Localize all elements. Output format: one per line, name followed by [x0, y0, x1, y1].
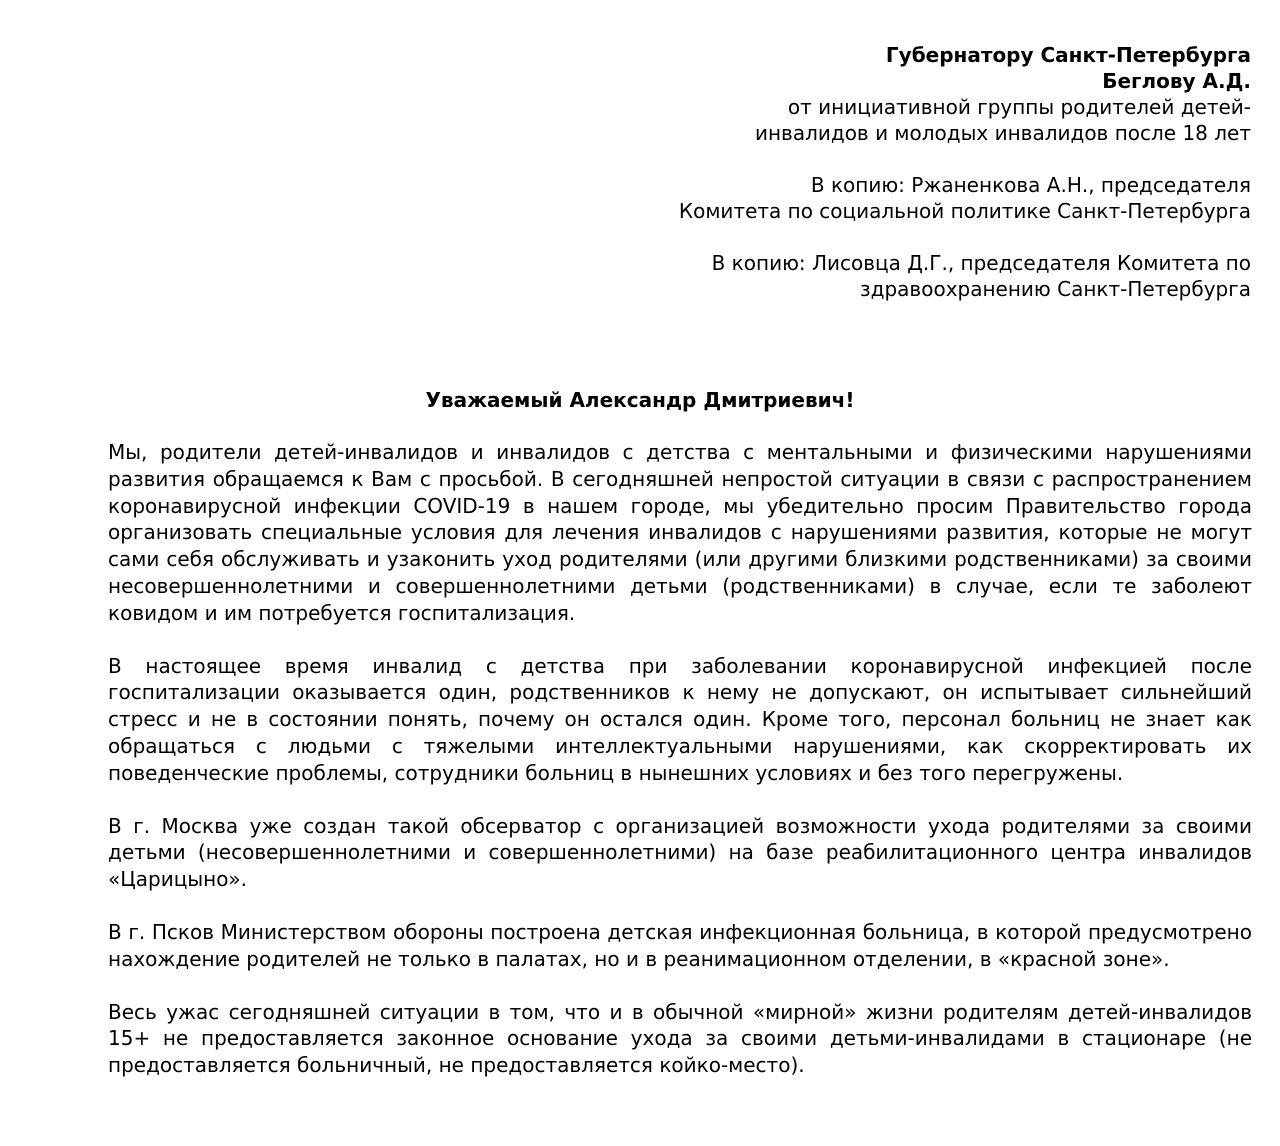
body-paragraph: В настоящее время инвалид с детства при заболевании коронавирусной инфекцией после госпитализации оказывается один, родственников к нему не допускают, он испытывает сильнейший стресс и не в состоянии понять, почему он остался один. Кроме того, персонал больниц не знает как обращаться с людьми с тяжелыми интеллектуальными нарушениями, как скорректировать их поведенческие проблемы, сотрудники больниц в нынешних условиях и без того перегружены. [108, 653, 1252, 785]
body-paragraph: В г. Москва уже создан такой обсерватор с организацией возможности ухода родителями за своими детьми (несовершеннолетними и совершеннолетними) на базе реабилитационного центра инвалидов «Царицыно». [108, 813, 1252, 892]
letter-header [679, 42, 1251, 302]
copy-recipient-line: Комитета по социальной политике Санкт-Петербурга [678, 199, 1251, 223]
copy-recipient-line: В копию: Лисовца Д.Г., председателя Комитета по [711, 251, 1251, 275]
body-paragraph: В г. Псков Министерством обороны построена детская инфекционная больница, в которой предусмотрено нахождение родителей не только в палатах, но и в реанимационном отделении, в «красной зоне». [108, 919, 1252, 971]
body-paragraph: Весь ужас сегодняшней ситуации в том, что и в обычной «мирной» жизни родителям детей-инвалидов 15+ не предоставляется законное основание ухода за своими детьми-инвалидами в стационаре (не предоставляется больничный, не предоставляется койко-место). [108, 999, 1252, 1078]
sender-line: инвалидов и молодых инвалидов после 18 лет [754, 121, 1251, 145]
sender-line: от инициативной группы родителей детей- [787, 95, 1251, 119]
addressee-name: Беглову А.Д. [1102, 69, 1251, 93]
letter-body [108, 439, 1252, 1105]
salutation: Уважаемый Александр Дмитриевич! [425, 388, 855, 412]
copy-recipient-line: В копию: Ржаненкова А.Н., председателя [810, 173, 1251, 197]
addressee-title: Губернатору Санкт-Петербурга [885, 43, 1251, 67]
body-paragraph: Мы, родители детей-инвалидов и инвалидов с детства с ментальными и физическими нарушениями развития обращаемся к Вам с просьбой. В сегодняшней непростой ситуации в связи с распространением коронавирусной инфекции COVID-19 в нашем городе, мы убедительно просим Правительство города организовать специальные условия для лечения инвалидов с нарушениями развития, которые не могут сами себя обслуживать и узаконить уход родителями (или другими близкими родственниками) за своими несовершеннолетними и совершеннолетними детьми (родственниками) в случае, если те заболеют ковидом и им потребуется госпитализация. [108, 440, 1252, 625]
copy-recipient-line: здравоохранению Санкт-Петербурга [860, 277, 1251, 301]
